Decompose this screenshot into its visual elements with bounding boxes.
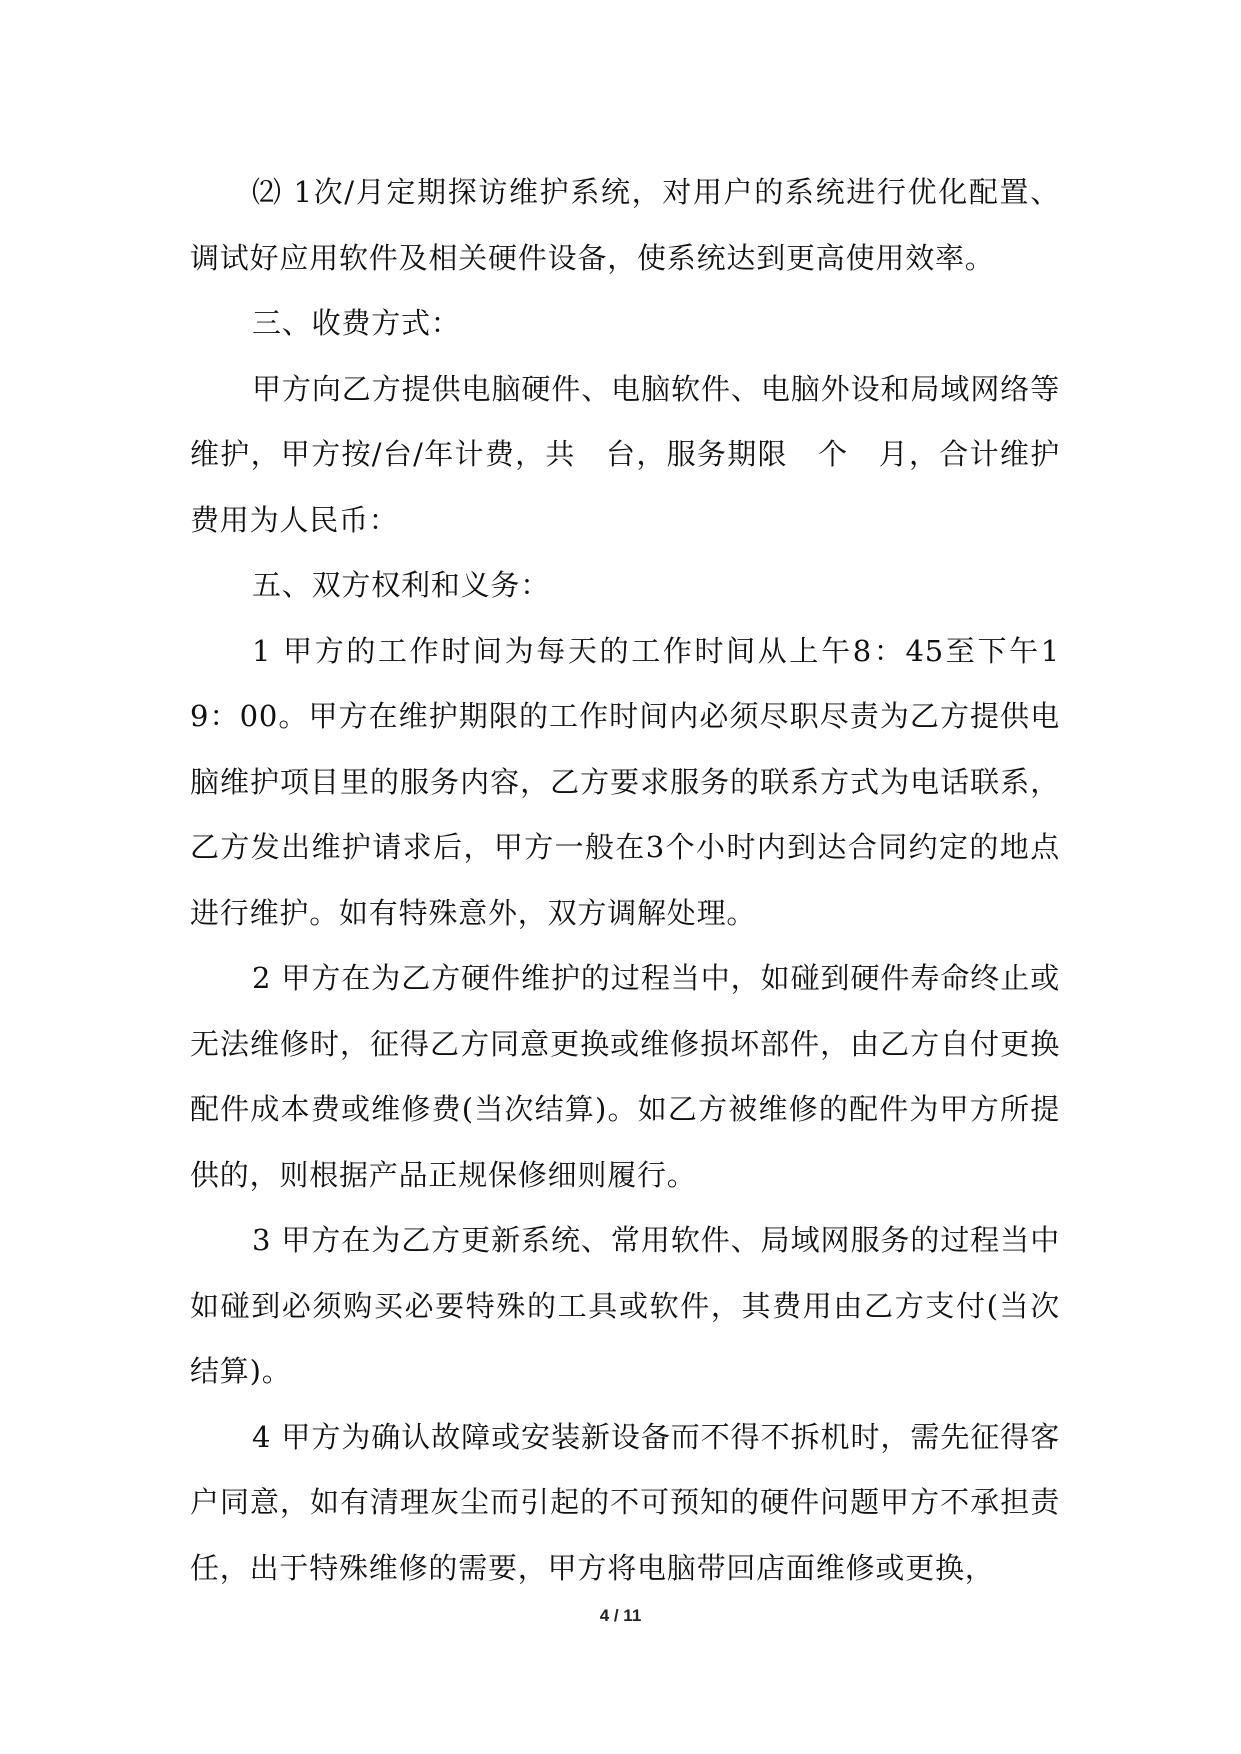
paragraph-clause-4: 4 甲方为确认故障或安装新设备而不得不拆机时，需先征得客户同意，如有清理灰尘而引起的不可预知的硬件问题甲方不承担责任，出于特殊维修的需要，甲方将电脑带回店面维修或更换， [190,1419,1060,1585]
document-body [190,160,1060,1601]
paragraph-clause-1: 1 甲方的工作时间为每天的工作时间从上午8：45至下午19：00。甲方在维护期限的工作时间内必须尽职尽责为乙方提供电脑维护项目里的服务内容，乙方要求服务的联系方式为电话联系，乙方发出维护请求后，甲方一般在3个小时内到达合同约定的地点进行维护。如有特殊意外，双方调解处理。 [190,633,1060,930]
page-number: 4 / 11 [599,1606,642,1625]
paragraph-maintenance-visit: ⑵ 1次/月定期探访维护系统，对用户的系统进行优化配置、调试好应用软件及相关硬件设备，使系统达到更高使用效率。 [190,175,1060,275]
paragraph-clause-2: 2 甲方在为乙方硬件维护的过程当中，如碰到硬件寿命终止或无法维修时，征得乙方同意更换或维修损坏部件，由乙方自付更换配件成本费或维修费(当次结算)。如乙方被维修的配件为甲方所提供的，则根据产品正规保修细则履行。 [190,961,1060,1192]
section-heading-rights-obligations: 五、双方权利和义务： [252,568,551,602]
paragraph-fee-terms: 甲方向乙方提供电脑硬件、电脑软件、电脑外设和局域网络等维护，甲方按/台/年计费，共 台，服务期限 个 月，合计维护费用为人民币： [190,371,1060,537]
paragraph-clause-3: 3 甲方在为乙方更新系统、常用软件、局域网服务的过程当中如碰到必须购买必要特殊的工具或软件，其费用由乙方支付(当次结算)。 [190,1223,1060,1388]
section-heading-fees: 三、收费方式： [252,306,461,340]
